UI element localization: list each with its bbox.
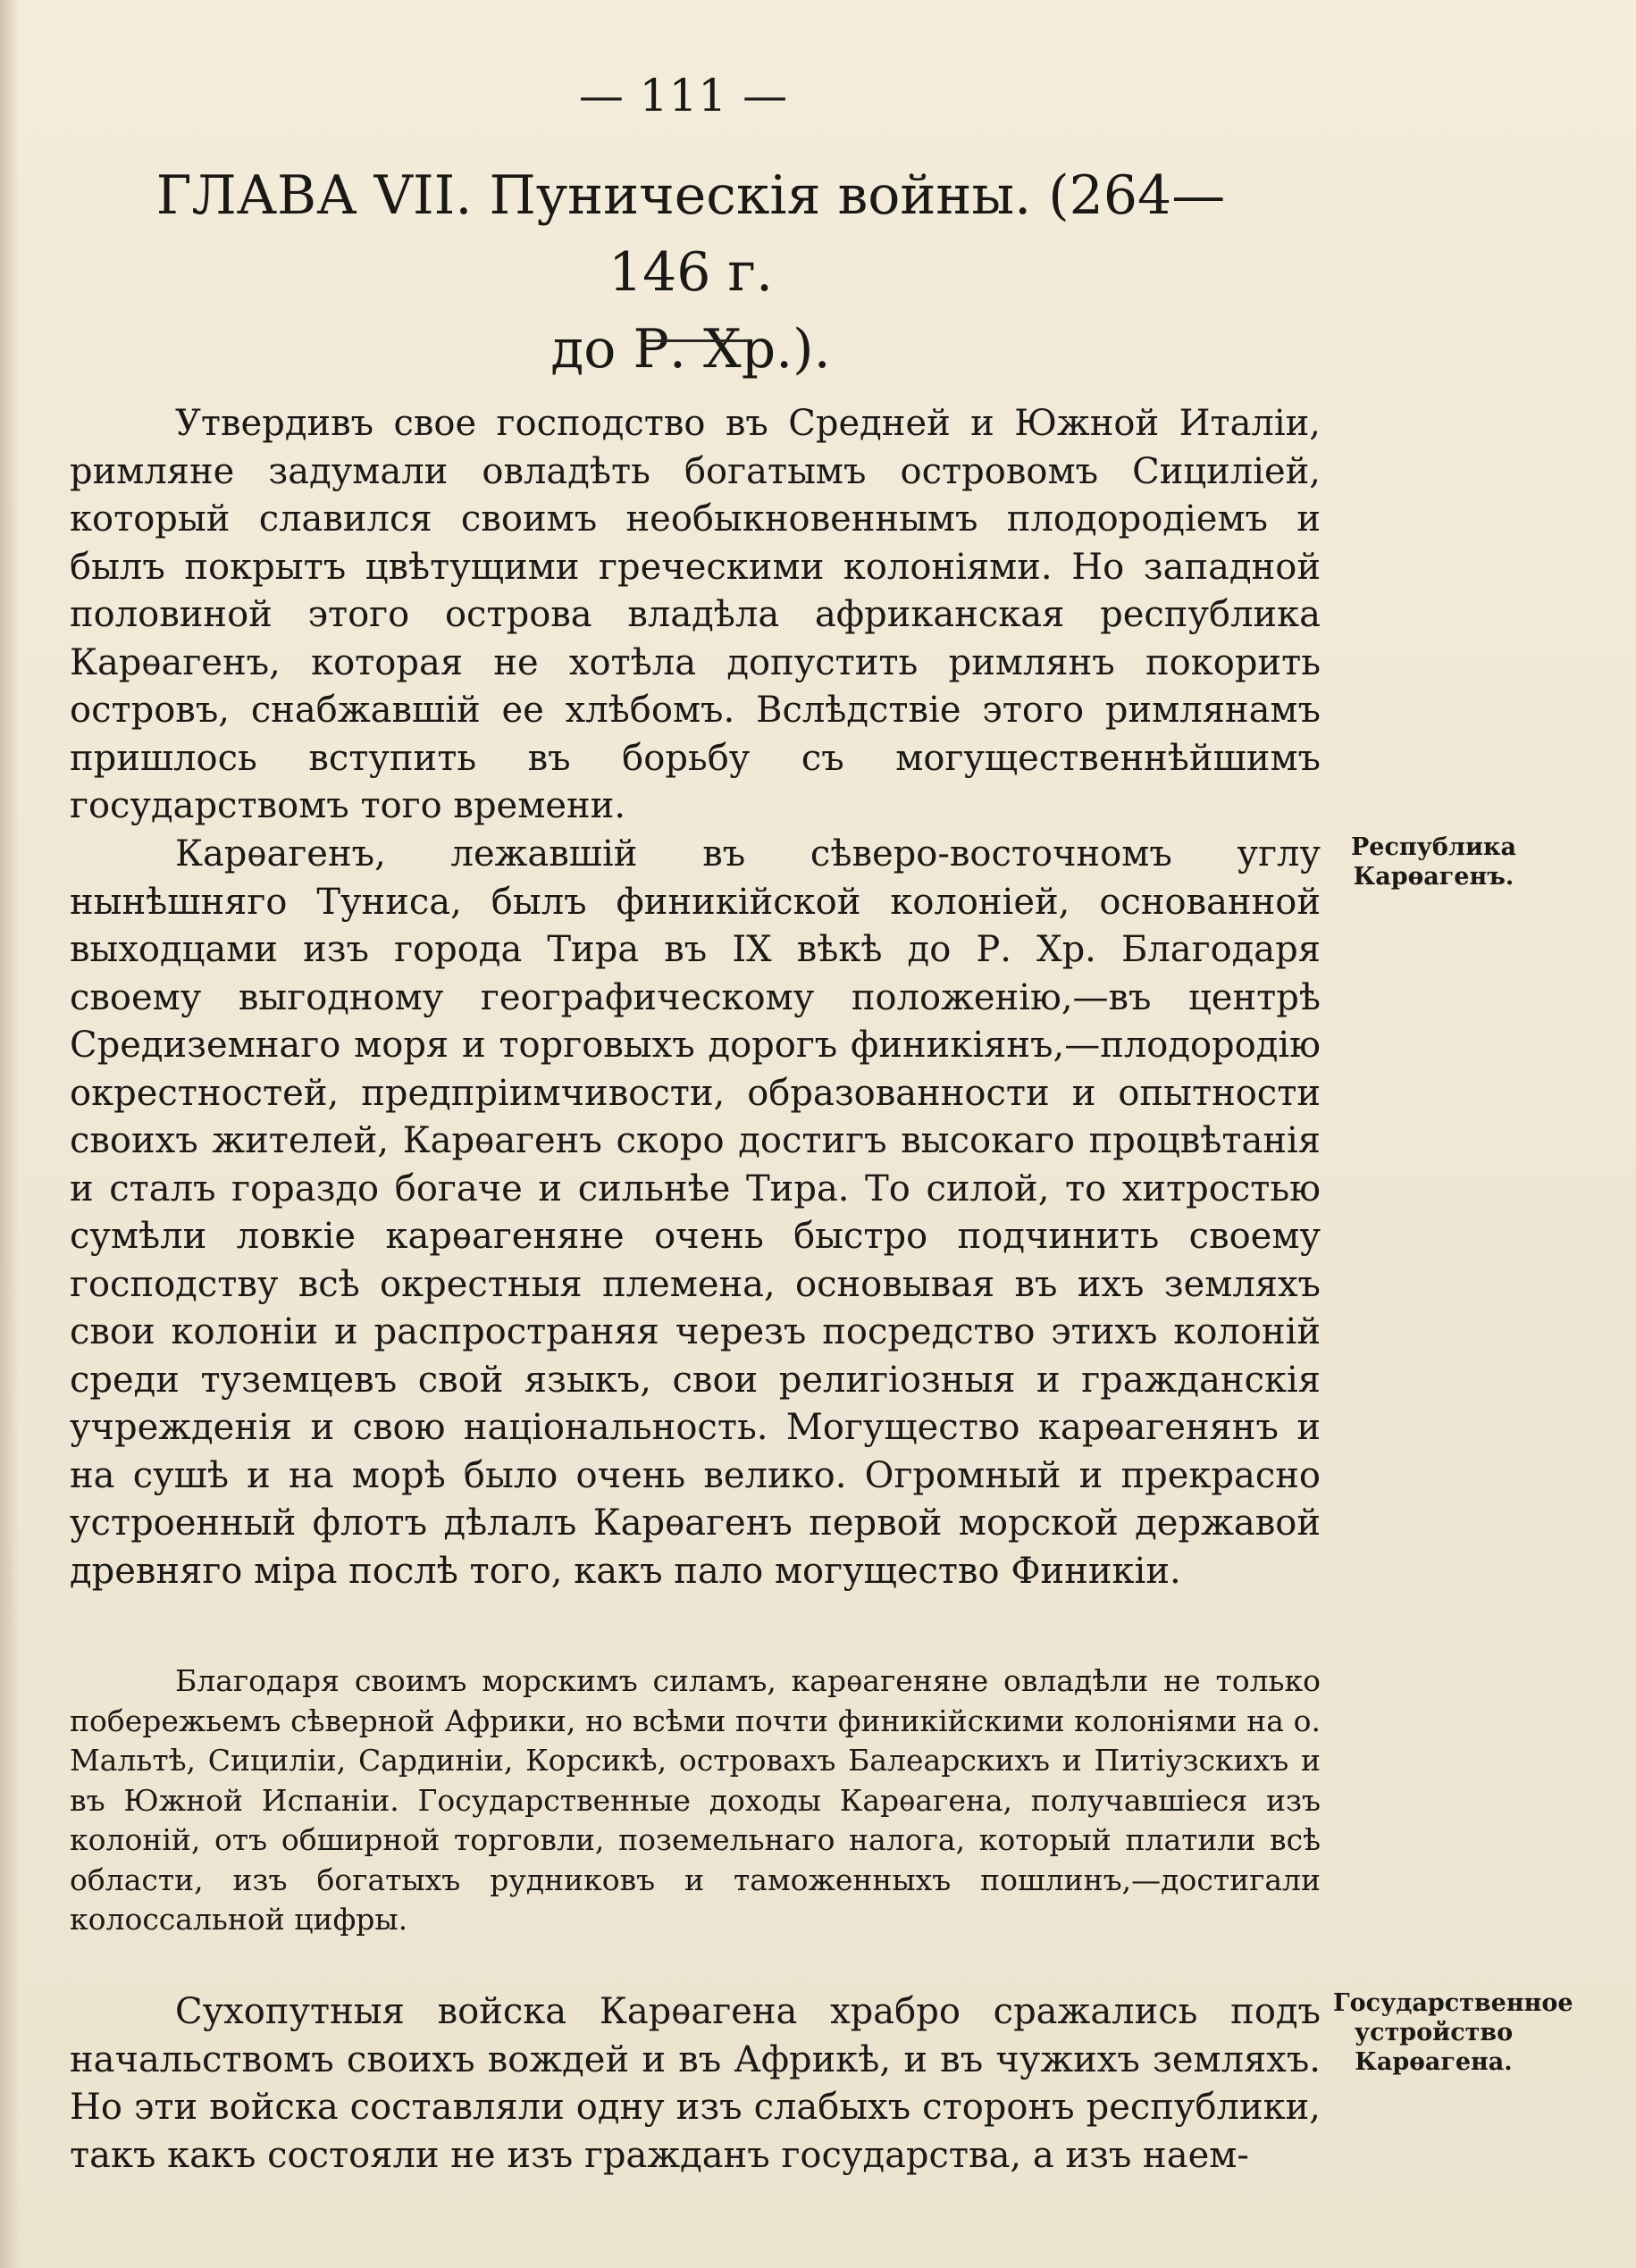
title-divider — [642, 339, 749, 342]
margin-note-government: Государственное устройство Карѳагена. — [1333, 1989, 1573, 2076]
chapter-title-line-2: до Р. Хр.). — [550, 318, 831, 381]
paragraph-3-small-print: Благодаря своимъ морскимъ силамъ, карѳагеняне овладѣли не только побережьемъ сѣверной Африки, но всѣми почти финикійскими колоніями на о. Мальтѣ, Сициліи, Сардиніи, Корсикѣ, островахъ Балеарскихъ и Питіузскихъ и въ Южной Испаніи. Государственные доходы Карѳагена, получавшіеся изъ колоній, отъ обширной торговли, поземельнаго налога, который платили всѣ области, изъ богатыхъ рудниковъ и таможенныхъ пошлинъ,—достигали колоссальной цифры. — [70, 1663, 1321, 1937]
paragraph-2: Карѳагенъ, лежавшій въ сѣверо-восточномъ углу нынѣшняго Туниса, былъ финикійской колоніей, основанной выходцами изъ города Тира въ IX вѣкѣ до Р. Хр. Благодаря своему выгодному географическому положенію,—въ центрѣ Средиземнаго моря и торговыхъ дорогъ финикіянъ,—плодородію окрестностей, предпріимчивости, образованности и опытности своихъ жителей, Карѳагенъ скоро достигъ высокаго процвѣтанія и сталъ гораздо богаче и сильнѣе Тира. То силой, то хитростью сумѣли ловкіе карѳагеняне очень быстро подчинить своему господству всѣ окрестныя племена, основывая въ ихъ земляхъ свои колоніи и распространяя черезъ посредство этихъ колоній среди туземцевъ свой языкъ, свои религіозныя и гражданскія учрежденія и свою національность. Могущество карѳагенянъ и на сушѣ и на морѣ было очень велико. Огромный и прекрасно устроенный флотъ дѣлалъ Карѳагенъ первой морской державой древняго міра послѣ того, какъ пало могущество Финикіи. — [70, 833, 1321, 1592]
margin-note-republic: Республика Карѳагенъ. — [1350, 833, 1517, 891]
chapter-title — [105, 157, 1276, 388]
paragraph-4: Сухопутныя войска Карѳагена храбро сражались подъ начальствомъ своихъ вождей и въ Африкѣ, и въ чужихъ земляхъ. Но эти войска составляли одну изъ слабыхъ сторонъ республики, такъ какъ состояли не изъ гражданъ государства, а изъ наем- — [70, 1991, 1321, 2176]
page-number: — 111 — — [578, 70, 789, 121]
page-gutter-shadow — [0, 0, 20, 2268]
paragraph-1: Утвердивъ свое господство въ Средней и Южной Италіи, римляне задумали овладѣть богатымъ островомъ Сициліей, который славился своимъ необыкновеннымъ плодородіемъ и былъ покрытъ цвѣтущими греческими колоніями. Но западной половиной этого острова владѣла африканская республика Карѳагенъ, которая не хотѣла допустить римлянъ покорить островъ, снабжавшій ее хлѣбомъ. Вслѣдствіе этого римлянамъ пришлось вступить въ борьбу съ могущественнѣйшимъ государствомъ того времени. — [70, 403, 1321, 826]
chapter-title-line-1: ГЛАВА VII. Пуническія войны. (264—146 г. — [155, 164, 1226, 304]
